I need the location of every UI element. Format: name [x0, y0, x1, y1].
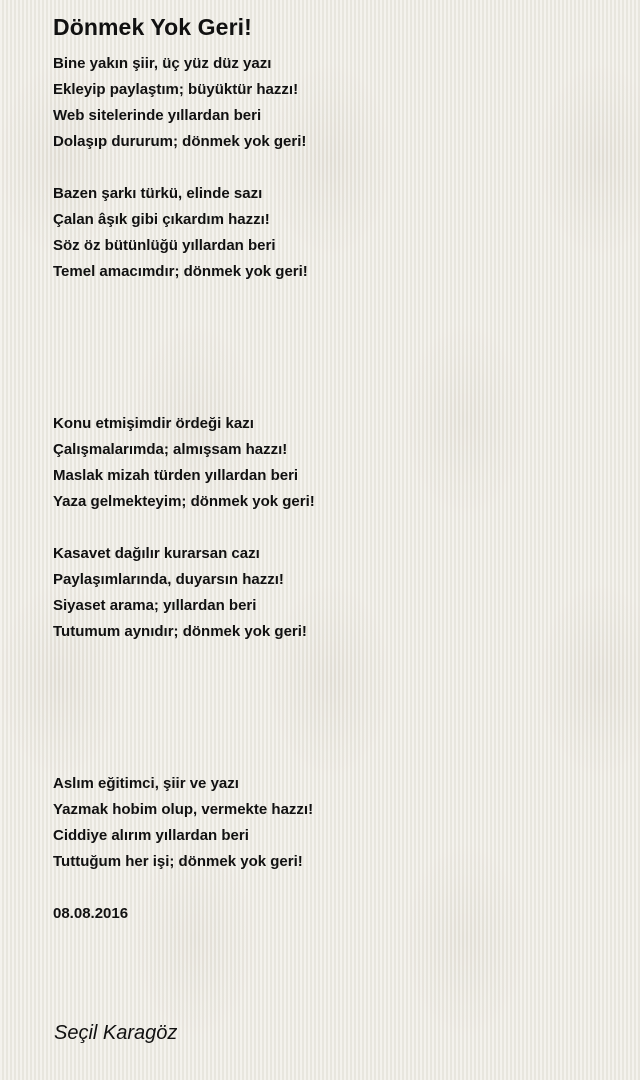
poem-line: Dolaşıp dururum; dönmek yok geri! [53, 133, 307, 150]
poem-line: Maslak mizah türden yıllardan beri [53, 467, 299, 484]
stanza-1 [53, 51, 306, 155]
stanza-5 [53, 771, 313, 875]
poem-line: Söz öz bütünlüğü yıllardan beri [53, 237, 276, 254]
poem-line: Temel amacımdır; dönmek yok geri! [53, 263, 308, 280]
poem-line: Çalan âşık gibi çıkardım hazzı! [53, 211, 270, 228]
poem-line: Siyaset arama; yıllardan beri [53, 597, 257, 614]
poem-line: Ciddiye alırım yıllardan beri [53, 827, 249, 844]
poem-line: Bazen şarkı türkü, elinde sazı [53, 185, 263, 202]
poem-line: Web sitelerinde yıllardan beri [53, 107, 262, 124]
poem-line: Kasavet dağılır kurarsan cazı [53, 545, 260, 562]
stanza-4 [53, 541, 307, 645]
poem-line: Paylaşımlarında, duyarsın hazzı! [53, 571, 284, 588]
poem-line: Aslım eğitimci, şiir ve yazı [53, 775, 239, 792]
stanza-3 [53, 411, 315, 515]
poem-line: Çalışmalarımda; almışsam hazzı! [53, 441, 288, 458]
poem-line: Tutumum aynıdır; dönmek yok geri! [53, 623, 307, 640]
poem-line: Yaza gelmekteyim; dönmek yok geri! [53, 493, 315, 510]
poem-line: Tuttuğum her işi; dönmek yok geri! [53, 853, 303, 870]
poem-date: 08.08.2016 [53, 905, 129, 922]
poem-line: Bine yakın şiir, üç yüz düz yazı [53, 55, 272, 72]
poem-line: Yazmak hobim olup, vermekte hazzı! [53, 801, 314, 818]
author-name: Seçil Karagöz [54, 1022, 178, 1044]
poem-line: Ekleyip paylaştım; büyüktür hazzı! [53, 81, 299, 98]
poem-title: Dönmek Yok Geri! [53, 14, 252, 40]
poem-line: Konu etmişimdir ördeği kazı [53, 415, 254, 432]
stanza-2 [53, 181, 308, 285]
